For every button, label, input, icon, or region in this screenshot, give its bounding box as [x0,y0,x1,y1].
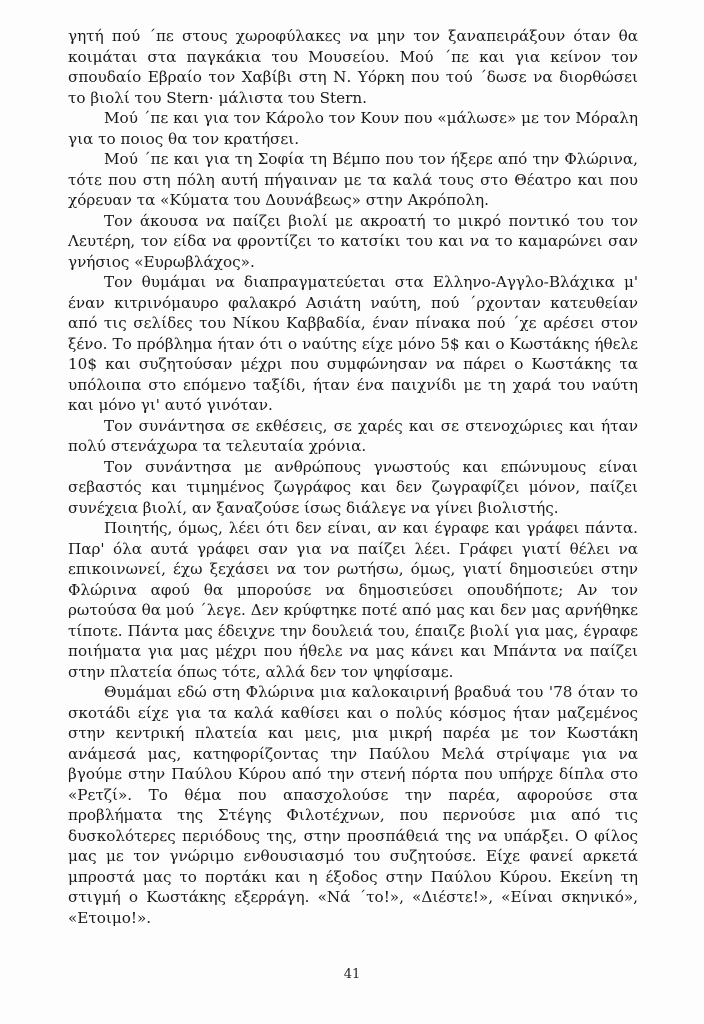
paragraph-4: Τον άκουσα να παίζει βιολί με ακροατή το μικρό ποντικό του τον Λευτέρη, τον είδα να φροντίζει το κατσίκι του και να το καμαρώνει σαν γνήσιος «Ευρωβλάχος». [68,211,638,271]
body-text [68,26,638,928]
paragraph-3: Μού ΄πε και για τη Σοφία τη Βέμπο που τον ήξερε από την Φλώρινα, τότε που στη πόλη αυτή πήγαιναν με τα καλά τους στο Θέατρο και που χόρευαν τα «Κύματα του Δουνάβεως» στην Ακρόπολη. [68,150,638,209]
page-number: 41 [343,967,361,982]
paragraph-1: γητή πού ΄πε στους χωροφύλακες να μην τον ξαναπειράξουν όταν θα κοιμάται στα παγκάκια του Μουσείου. Μού ΄πε και για κείνον τον σπουδαίο Εβραίο τον Χαβίβι στη Ν. Υόρκη που τού ΄δωσε να διορθώσει το βιολί του Stern· μάλιστα του Stern. [68,27,638,107]
paragraph-8: Ποιητής, όμως, λέει ότι δεν είναι, αν και έγραφε και γράφει πάντα. Παρ' όλα αυτά γράφει σαν για να παίζει λέει. Γράφει γιατί θέλει να επικοινωνεί, έχω ξεχάσει να τον ρωτήσω, όμως, γιατί δημοσιεύει στην Φλώρινα αφού θα μπορούσε να δημοσιεύσει οπουδήποτε; Αν τον ρωτούσα θα μού ΄λεγε. Δεν κρύφτηκε ποτέ από μας και δεν μας αρνήθηκε τίποτε. Πάντα μας έδειχνε την δουλειά του, έπαιζε βιολί για μας, έγραφε ποιήματα για μας μέχρι που ήθελε να μας κάνει και Μπάντα να παίζει στην πλατεία όπως τότε, αλλά δεν τον ψηφίσαμε. [68,519,638,681]
paragraph-9: Θυμάμαι εδώ στη Φλώρινα μια καλοκαιρινή βραδυά του '78 όταν το σκοτάδι είχε για τα καλά καθίσει και ο πολύς κόσμος ήταν μαζεμένος στην κεντρική πλατεία και μεις, μια μικρή παρέα με τον Κωστάκη ανάμεσά μας, κατηφορίζοντας την Παύλου Μελά στρίψαμε για να βγούμε στην Παύλου Κύρου από την στενή πόρτα που υπήρχε δίπλα στο «Ρετζί». Το θέμα που απασχολούσε την παρέα, αφορούσε στα προβλήματα της Στέγης Φιλοτέχνων, που περνούσε μια από τις δυσκολότερες περιόδους της, στην προσπάθειά της να υπάρξει. Ο φίλος μας με τον γνώριμο ενθουσιασμό του συζητούσε. Είχε φανεί αρκετά μπροστά μας το πορτάκι και η έξοδος στην Παύλου Κύρου. Εκείνη τη στιγμή ο Κωστάκης εξερράγη. «Νά ΄το!», «Διέστε!», «Είναι σκηνικό», «Ετοιμο!». [68,683,638,927]
paragraph-5: Τον θυμάμαι να διαπραγματεύεται στα Ελληνο-Αγγλο-Βλάχικα μ' έναν κιτρινόμαυρο φαλακρό Ασιάτη ναύτη, πού ΄ρχονταν κατευθείαν από τις σελίδες του Νίκου Καββαδία, έναν πίνακα πού ΄χε αρέσει στον ξένο. Το πρόβλημα ήταν ότι ο ναύτης είχε μόνο 5$ και ο Κωστάκης ήθελε 10$ και συζητούσαν μέχρι που συμφώνησαν να πάρει ο Κωστάκης τα υπόλοιπα στο επόμενο ταξίδι, ήταν ένα παιχνίδι με τη χαρά του ναύτη και μόνο γι' αυτό γινόταν. [68,273,638,414]
paragraph-6: Τον συνάντησα σε εκθέσεις, σε χαρές και σε στενοχώριες και ήταν πολύ στενάχωρα τα τελευταία χρόνια. [68,416,638,455]
paragraph-2: Μού ΄πε και για τον Κάρολο τον Κουν που «μάλωσε» με τον Μόραλη για το ποιος θα τον κρατήσει. [68,109,638,148]
paragraph-7: Τον συνάντησα με ανθρώπους γνωστούς και επώνυμους είναι σεβαστός και τιμημένος ζωγράφος και δεν ζωγραφίζει μόνον, παίζει συνέχεια βιολί, αν ξαναζούσε ίσως διάλεγε να γίνει βιολιστής. [68,457,638,517]
